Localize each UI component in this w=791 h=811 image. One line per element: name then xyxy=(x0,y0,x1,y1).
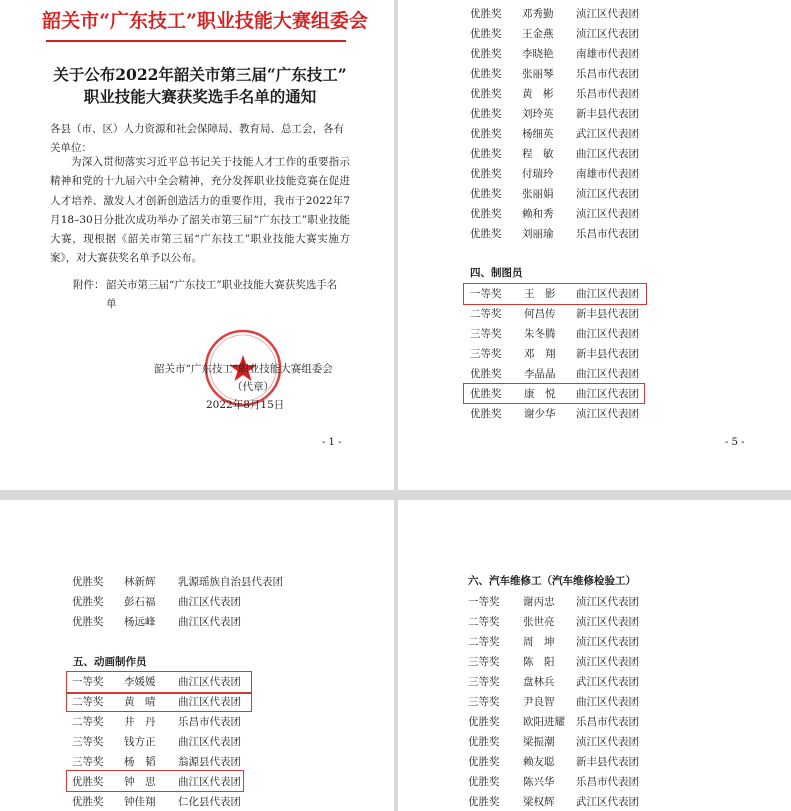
award-row xyxy=(470,124,770,144)
delegation: 浈江区代表团 xyxy=(576,616,639,628)
delegation: 曲江区代表团 xyxy=(576,696,639,708)
award-level: 一等奖 xyxy=(72,676,104,688)
award-row xyxy=(470,64,770,84)
winner-name: 赖和秀 xyxy=(522,208,554,220)
page-1 xyxy=(0,0,394,490)
award-level: 优胜奖 xyxy=(470,88,502,100)
delegation: 乐昌市代表团 xyxy=(576,88,639,100)
winner-name: 刘丽瑜 xyxy=(522,228,554,240)
winner-name: 谢丙忠 xyxy=(523,596,555,608)
winner-name: 张丽琴 xyxy=(522,68,554,80)
delegation: 武江区代表团 xyxy=(576,128,639,140)
award-row xyxy=(470,24,770,44)
delegation: 乐昌市代表团 xyxy=(576,228,639,240)
winner-name: 钱方正 xyxy=(124,736,156,748)
award-row xyxy=(72,792,372,811)
winner-name: 刘玲英 xyxy=(522,108,554,120)
award-row xyxy=(470,144,770,164)
notice-title-line-2: 职业技能大赛获奖选手名单的通知 xyxy=(83,87,317,106)
delegation: 曲江区代表团 xyxy=(178,696,241,708)
award-row xyxy=(72,612,372,632)
sign-date: 2022年8月15日 xyxy=(206,399,285,411)
winner-name: 邓 翔 xyxy=(524,348,556,360)
delegation: 浈江区代表团 xyxy=(576,8,639,20)
winner-name: 邓秀勤 xyxy=(522,8,554,20)
winner-name: 李晶晶 xyxy=(524,368,556,380)
award-level: 优胜奖 xyxy=(72,796,104,808)
section-title: 四、制图员 xyxy=(470,267,523,279)
award-level: 优胜奖 xyxy=(468,736,500,748)
award-level: 一等奖 xyxy=(470,288,502,300)
delegation: 乐昌市代表团 xyxy=(576,68,639,80)
winner-name: 彭石福 xyxy=(124,596,156,608)
award-row xyxy=(468,752,768,772)
award-level: 三等奖 xyxy=(468,676,500,688)
award-row xyxy=(468,612,768,632)
highlight-box xyxy=(463,283,647,305)
award-level: 优胜奖 xyxy=(72,576,104,588)
award-level: 三等奖 xyxy=(468,696,500,708)
delegation: 曲江区代表团 xyxy=(576,388,639,400)
winner-name: 杨远峰 xyxy=(124,616,156,628)
page-5 xyxy=(398,0,791,490)
award-level: 三等奖 xyxy=(72,736,104,748)
addressee: 各县（市、区）人力资源和社会保障局、教育局、总工会，各有关单位： xyxy=(50,123,344,154)
award-level: 三等奖 xyxy=(470,328,502,340)
award-row xyxy=(72,732,372,752)
winner-name: 张丽娟 xyxy=(522,188,554,200)
delegation: 新丰县代表团 xyxy=(576,756,639,768)
delegation: 武江区代表团 xyxy=(576,796,639,808)
delegation: 浈江区代表团 xyxy=(576,208,639,220)
winner-name: 康 悦 xyxy=(524,388,556,400)
award-row xyxy=(470,404,770,424)
attachment-label: 附件： xyxy=(73,279,105,291)
award-level: 优胜奖 xyxy=(470,28,502,40)
winner-name: 陈兴华 xyxy=(523,776,555,788)
signatory-note: （代章） xyxy=(232,381,274,393)
award-row xyxy=(468,692,768,712)
letterhead-rule xyxy=(46,40,346,42)
delegation: 乐昌市代表团 xyxy=(576,776,639,788)
award-level: 优胜奖 xyxy=(470,208,502,220)
award-row xyxy=(468,772,768,792)
winner-name: 梁振潮 xyxy=(523,736,555,748)
delegation: 武江区代表团 xyxy=(576,676,639,688)
winner-name: 尹良智 xyxy=(523,696,555,708)
award-level: 优胜奖 xyxy=(72,596,104,608)
winner-name: 付瑞玲 xyxy=(522,168,554,180)
winner-name: 王金燕 xyxy=(522,28,554,40)
award-level: 二等奖 xyxy=(468,636,500,648)
award-level: 二等奖 xyxy=(470,308,502,320)
award-level: 优胜奖 xyxy=(470,228,502,240)
award-level: 优胜奖 xyxy=(470,8,502,20)
award-level: 二等奖 xyxy=(72,716,104,728)
award-level: 优胜奖 xyxy=(72,616,104,628)
delegation: 南雄市代表团 xyxy=(576,48,639,60)
award-row xyxy=(72,712,372,732)
winner-name: 盘林兵 xyxy=(523,676,555,688)
letterhead-title: 韶关市“广东技工”职业技能大赛组委会 xyxy=(42,10,368,32)
winner-name: 朱冬腾 xyxy=(524,328,556,340)
delegation: 浈江区代表团 xyxy=(576,408,639,420)
award-level: 三等奖 xyxy=(468,656,500,668)
highlight-box xyxy=(66,770,244,792)
award-level: 优胜奖 xyxy=(470,68,502,80)
award-row xyxy=(470,4,770,24)
award-row xyxy=(72,592,372,612)
award-row xyxy=(470,324,770,344)
delegation: 曲江区代表团 xyxy=(178,776,241,788)
winner-name: 黄 彬 xyxy=(522,88,554,100)
delegation: 曲江区代表团 xyxy=(576,368,639,380)
award-level: 优胜奖 xyxy=(470,388,502,400)
delegation: 浈江区代表团 xyxy=(576,596,639,608)
winner-name: 林新辉 xyxy=(124,576,156,588)
award-level: 优胜奖 xyxy=(470,128,502,140)
delegation: 曲江区代表团 xyxy=(178,616,241,628)
delegation: 曲江区代表团 xyxy=(576,148,639,160)
award-row xyxy=(470,364,770,384)
winner-name: 张世亮 xyxy=(523,616,555,628)
delegation: 曲江区代表团 xyxy=(178,676,241,688)
award-row xyxy=(470,224,770,244)
delegation: 新丰县代表团 xyxy=(576,108,639,120)
delegation: 乐昌市代表团 xyxy=(178,716,241,728)
winner-name: 王 影 xyxy=(524,288,556,300)
award-level: 优胜奖 xyxy=(468,796,500,808)
award-level: 优胜奖 xyxy=(72,776,104,788)
award-row xyxy=(470,104,770,124)
award-row xyxy=(468,592,768,612)
award-level: 二等奖 xyxy=(72,696,104,708)
award-level: 优胜奖 xyxy=(468,716,500,728)
attachment-text: 韶关市第三届“广东技工”职业技能大赛获奖选手名单 xyxy=(106,279,338,310)
delegation: 仁化县代表团 xyxy=(178,796,241,808)
award-row xyxy=(470,304,770,324)
delegation: 新丰县代表团 xyxy=(576,348,639,360)
delegation: 浈江区代表团 xyxy=(576,188,639,200)
award-row xyxy=(468,652,768,672)
winner-name: 钟佳翔 xyxy=(124,796,156,808)
award-level: 优胜奖 xyxy=(468,756,500,768)
highlight-box xyxy=(66,671,252,693)
highlight-box xyxy=(66,693,252,712)
delegation: 浈江区代表团 xyxy=(576,28,639,40)
delegation: 曲江区代表团 xyxy=(178,596,241,608)
delegation: 浈江区代表团 xyxy=(576,636,639,648)
winner-name: 赖友聪 xyxy=(523,756,555,768)
award-row xyxy=(470,164,770,184)
award-row xyxy=(470,204,770,224)
delegation: 乐昌市代表团 xyxy=(576,716,639,728)
section-title: 五、动画制作员 xyxy=(73,656,147,668)
notice-title-line-1: 关于公布2022年韶关市第三届“广东技工” xyxy=(53,65,347,84)
award-level: 三等奖 xyxy=(72,756,104,768)
delegation: 乳源瑶族自治县代表团 xyxy=(178,576,283,588)
award-row xyxy=(468,792,768,811)
winner-name: 周 坤 xyxy=(523,636,555,648)
section-title: 六、汽车维修工（汽车维修检验工） xyxy=(468,575,636,587)
winner-name: 黄 晴 xyxy=(124,696,156,708)
award-level: 优胜奖 xyxy=(470,368,502,380)
winner-name: 欧阳进耀 xyxy=(523,716,565,728)
award-row xyxy=(72,572,372,592)
winner-name: 杨细英 xyxy=(522,128,554,140)
award-level: 三等奖 xyxy=(470,348,502,360)
award-row xyxy=(72,752,372,772)
signatory-org: 韶关市“广东技工”职业技能大赛组委会 xyxy=(154,363,333,375)
award-row xyxy=(468,732,768,752)
winner-name: 钟 思 xyxy=(124,776,156,788)
winner-name: 李晓艳 xyxy=(522,48,554,60)
award-row xyxy=(470,184,770,204)
page-number: - 5 - xyxy=(725,437,745,448)
award-row xyxy=(470,84,770,104)
delegation: 浈江区代表团 xyxy=(576,656,639,668)
award-level: 优胜奖 xyxy=(470,188,502,200)
page-6 xyxy=(398,500,791,811)
delegation: 浈江区代表团 xyxy=(576,736,639,748)
highlight-box xyxy=(463,383,645,404)
page-number: - 1 - xyxy=(322,437,342,448)
notice-body: 为深入贯彻落实习近平总书记关于技能人才工作的重要指示精神和党的十九届六中全会精神，充分发挥职业技能竞赛在促进人才培养、激发人才创新创造活力的重要作用，我市于2022年7月18–30日分批次成功举办了韶关市第三届“广东技工”职业技能大赛，现根据《韶关市第三届“广东技工”职业技能大赛实施方案》，对大赛获奖名单予以公布。 xyxy=(50,156,350,265)
winner-name: 李媛媛 xyxy=(124,676,156,688)
winner-name: 梁权辉 xyxy=(523,796,555,808)
award-level: 优胜奖 xyxy=(470,108,502,120)
award-row xyxy=(468,712,768,732)
award-row xyxy=(468,632,768,652)
winner-name: 井 丹 xyxy=(124,716,156,728)
award-level: 优胜奖 xyxy=(470,48,502,60)
award-level: 优胜奖 xyxy=(468,776,500,788)
page-2 xyxy=(0,500,394,811)
winner-name: 程 敏 xyxy=(522,148,554,160)
award-level: 优胜奖 xyxy=(470,408,502,420)
award-level: 优胜奖 xyxy=(470,148,502,160)
winner-name: 谢少华 xyxy=(524,408,556,420)
delegation: 曲江区代表团 xyxy=(178,736,241,748)
delegation: 翁源县代表团 xyxy=(178,756,241,768)
award-row xyxy=(470,344,770,364)
winner-name: 何昌传 xyxy=(524,308,556,320)
award-row xyxy=(468,672,768,692)
award-row xyxy=(470,44,770,64)
winner-name: 杨 韬 xyxy=(124,756,156,768)
delegation: 曲江区代表团 xyxy=(576,288,639,300)
notice-title xyxy=(40,64,360,108)
delegation: 南雄市代表团 xyxy=(576,168,639,180)
delegation: 曲江区代表团 xyxy=(576,328,639,340)
winner-name: 陈 阳 xyxy=(523,656,555,668)
delegation: 新丰县代表团 xyxy=(576,308,639,320)
award-level: 二等奖 xyxy=(468,616,500,628)
award-level: 一等奖 xyxy=(468,596,500,608)
award-level: 优胜奖 xyxy=(470,168,502,180)
